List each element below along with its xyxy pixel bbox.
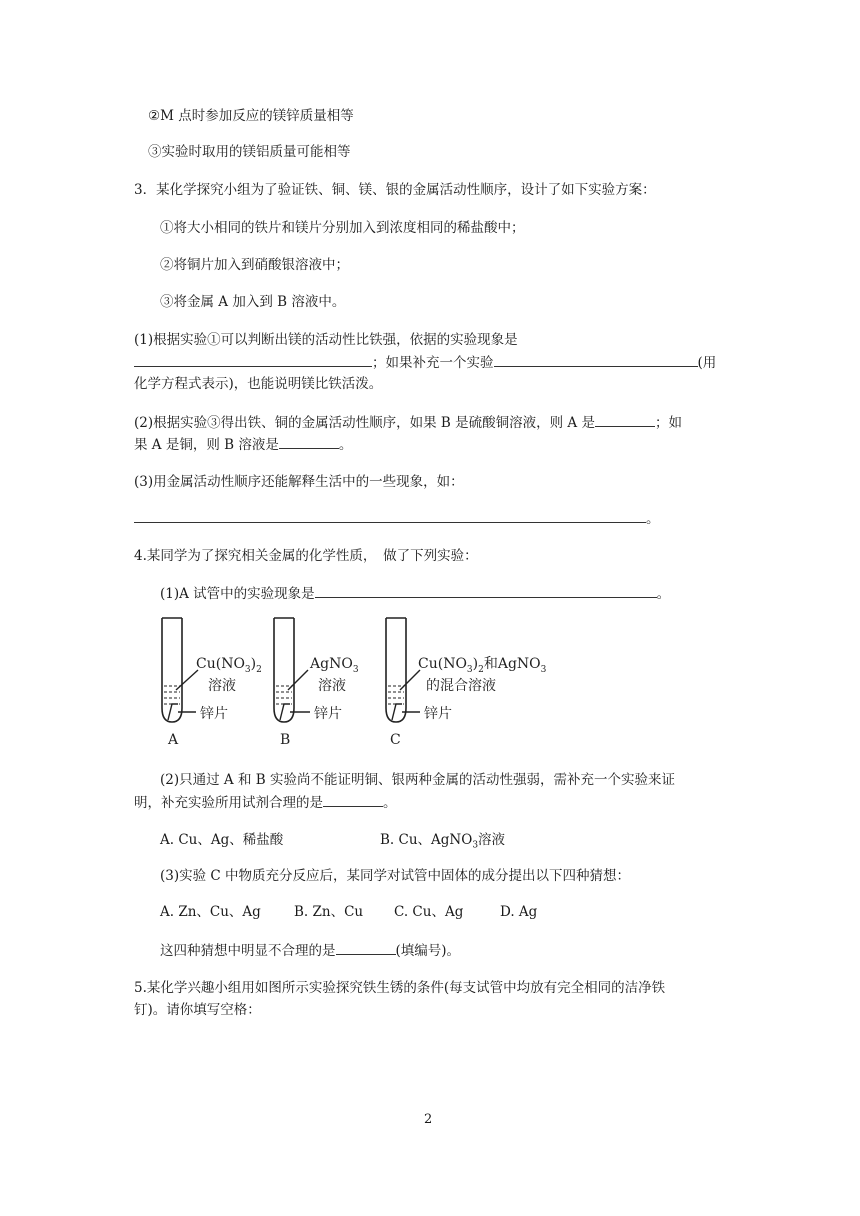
answer-blank[interactable]	[494, 352, 698, 367]
q4-option-a: A. Cu、Ag、稀盐酸	[160, 832, 284, 848]
tube-a-solution-name: 溶液	[208, 678, 236, 694]
question-3-stem: 3．某化学探究小组为了验证铁、铜、镁、银的金属活动性顺序，设计了如下实验方案：	[134, 182, 656, 198]
q4-guess-b: B. Zn、Cu	[294, 904, 364, 920]
q3-part-3-line-1: (3)用金属活动性顺序还能解释生活中的一些现象，如：	[134, 474, 464, 490]
tube-a-solution-formula: $Cu(NO_3)_2$	[196, 656, 262, 675]
q3-part-2-text-end: ；如	[654, 415, 682, 431]
answer-blank[interactable]	[595, 412, 655, 427]
q3-part-2-text-2: 果 A 是铜，则 B 溶液是	[134, 437, 279, 453]
page-number: 2	[424, 1112, 433, 1127]
tube-c-solution-formula: $Cu(NO_3)_2$和AgNO$_3$	[418, 656, 547, 675]
tube-c-label: C	[390, 732, 401, 748]
tube-c-metal: 锌片	[424, 706, 452, 722]
q4-part-2-line-1: (2)只通过 A 和 B 实验尚不能证明铜、银两种金属的活动性强弱，需补充一个实验来证	[160, 772, 675, 788]
q4-part-1-text: (1)A 试管中的实验现象是	[160, 586, 315, 602]
q3-part-1-text-end: (用	[697, 355, 717, 371]
option-3: ③实验时取用的镁铝质量可能相等	[148, 144, 351, 160]
q4-guess-a: A. Zn、Cu、Ag	[160, 904, 261, 920]
q3-step-3: ③将金属 A 加入到 B 溶液中。	[160, 294, 346, 310]
tube-a-label: A	[168, 732, 179, 748]
q3-part-2-period: 。	[338, 437, 353, 453]
q4-guess-d: D. Ag	[500, 904, 538, 920]
tube-b-solution-formula: AgNO$_3$	[310, 656, 359, 675]
tube-a-metal: 锌片	[200, 706, 228, 722]
q4-part-2-text: 明，补充实验所用试剂合理的是	[134, 795, 323, 811]
q4-guess-c: C. Cu、Ag	[394, 904, 464, 920]
q4-option-b-sub: 3	[472, 840, 479, 851]
q3-step-2: ②将铜片加入到硝酸银溶液中；	[160, 257, 349, 273]
q3-part-3-period: 。	[646, 511, 660, 527]
answer-blank[interactable]	[336, 940, 396, 955]
tube-b-metal: 锌片	[314, 706, 342, 722]
answer-blank[interactable]	[134, 352, 372, 367]
q4-option-b	[380, 830, 505, 856]
q4-option-b-text: B. Cu、AgNO	[380, 832, 473, 848]
q4-part-3: (3)实验 C 中物质充分反应后，某同学对试管中固体的成分提出以下四种猜想：	[160, 868, 631, 884]
q4-part-2-period: 。	[383, 795, 397, 811]
question-5-line-1: 5.某化学兴趣小组用如图所示实验探究铁生锈的条件(每支试管中均放有完全相同的洁净铁	[134, 980, 666, 996]
q3-part-1-line-3: 化学方程式表示)，也能说明镁比铁活泼。	[134, 376, 383, 392]
q3-part-2-text: (2)根据实验③得出铁、铜的金属活动性顺序，如果 B 是硫酸铜溶液，则 A 是	[134, 415, 595, 431]
q3-part-1-line-2	[134, 352, 716, 373]
q4-part-3-question-end: (填编号)。	[395, 943, 461, 959]
q4-option-b-end: 溶液	[478, 832, 506, 848]
q4-part-3-question-text: 这四种猜想中明显不合理的是	[160, 943, 336, 959]
q3-part-1-line-1: (1)根据实验①可以判断出镁的活动性比铁强，依据的实验现象是	[134, 332, 518, 348]
question-5-line-2: 钉)。请你填写空格：	[134, 1002, 261, 1018]
answer-blank[interactable]	[315, 583, 657, 598]
answer-blank[interactable]	[134, 508, 646, 523]
q3-part-2-line-2	[134, 434, 352, 455]
answer-blank[interactable]	[279, 434, 339, 449]
q4-part-3-question	[160, 940, 460, 961]
option-2: ②M 点时参加反应的镁锌质量相等	[148, 108, 354, 124]
answer-blank[interactable]	[323, 792, 383, 807]
q4-part-2-line-2	[134, 792, 397, 813]
q3-part-3-line-2	[134, 508, 660, 529]
q4-part-1-period: 。	[656, 586, 671, 602]
tube-c-solution-name: 的混合溶液	[426, 678, 496, 694]
test-tube-figure	[150, 612, 570, 752]
q3-part-2-line-1	[134, 412, 682, 433]
q3-part-1-text: ；如果补充一个实验	[372, 355, 494, 371]
q3-step-1: ①将大小相同的铁片和镁片分别加入到浓度相同的稀盐酸中；	[160, 220, 525, 236]
tube-b-label: B	[280, 732, 291, 748]
question-4-stem: 4.某同学为了探究相关金属的化学性质， 做了下列实验：	[134, 548, 478, 564]
q4-part-1	[160, 583, 670, 604]
tube-b-solution-name: 溶液	[318, 678, 346, 694]
